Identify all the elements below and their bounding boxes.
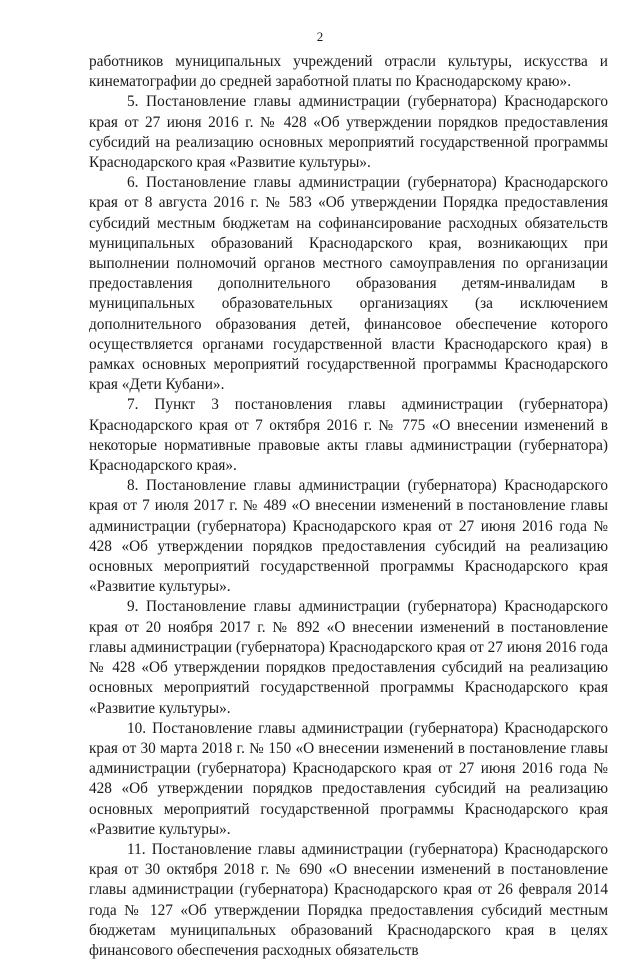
document-body (89, 52, 608, 961)
paragraph-item-9: 9. Постановление главы администрации (губернатора) Краснодарского края от 20 ноября 2017 г. № 892 «О внесении изменений в постановление главы администрации (губернатора) Краснодарского края от 27 июня 2016 года № 428 «Об утверждении порядков предоставления субсидий на реализацию основных мероприятий государственной программы Краснодарского края «Развитие культуры». (89, 598, 608, 717)
paragraph-item-10: 10. Постановление главы администрации (губернатора) Краснодарского края от 30 марта 2018 г. № 150 «О внесении изменений в постановление главы администрации (губернатора) Краснодарского края от 27 июня 2016 года № 428 «Об утверждении порядков предоставления субсидий на реализацию основных мероприятий государственной программы Краснодарского края «Развитие культуры». (89, 719, 608, 838)
page-number: 2 (316, 29, 324, 44)
paragraph-continuation: работников муниципальных учреждений отрасли культуры, искусства и кинематографии до средней заработной платы по Краснодарскому краю». (89, 53, 608, 91)
paragraph-item-5: 5. Постановление главы администрации (губернатора) Краснодарского края от 27 июня 2016 г. № 428 «Об утверждении порядков предоставления субсидий на реализацию основных мероприятий государственной программы Краснодарского края «Развитие культуры». (89, 93, 608, 172)
paragraph-item-8: 8. Постановление главы администрации (губернатора) Краснодарского края от 7 июля 2017 г. № 489 «О внесении изменений в постановление главы администрации (губернатора) Краснодарского края от 27 июня 2016 года № 428 «Об утверждении порядков предоставления субсидий на реализацию основных мероприятий государственной программы Краснодарского края «Развитие культуры». (89, 477, 608, 596)
paragraph-item-11: 11. Постановление главы администрации (губернатора) Краснодарского края от 30 октября 2018 г. № 690 «О внесении изменений в постановление главы администрации (губернатора) Краснодарского края от 26 февраля 2014 года № 127 «Об утверждении Порядка предоставления субсидий местным бюджетам муниципальных образований Краснодарского края в целях финансового обеспечения расходных обязательств (89, 840, 608, 959)
paragraph-item-6: 6. Постановление главы администрации (губернатора) Краснодарского края от 8 августа 2016 г. № 583 «Об утверждении Порядка предоставления субсидий местным бюджетам на софинансирование расходных обязательств муниципальных образований Краснодарского края, возникающих при выполнении полномочий органов местного самоуправления по организации предоставления дополнительного образования детям-инвалидам в муниципальных образовательных организациях (за исключением дополнительного образования детей, финансовое обеспечение которого осуществляется органами государственной власти Краснодарского края) в рамках основных мероприятий государственной программы Краснодарского края «Дети Кубани». (89, 174, 608, 394)
paragraph-item-7: 7. Пункт 3 постановления главы администрации (губернатора) Краснодарского края от 7 октября 2016 г. № 775 «О внесении изменений в некоторые нормативные правовые акты главы администрации (губернатора) Краснодарского края». (89, 396, 608, 475)
